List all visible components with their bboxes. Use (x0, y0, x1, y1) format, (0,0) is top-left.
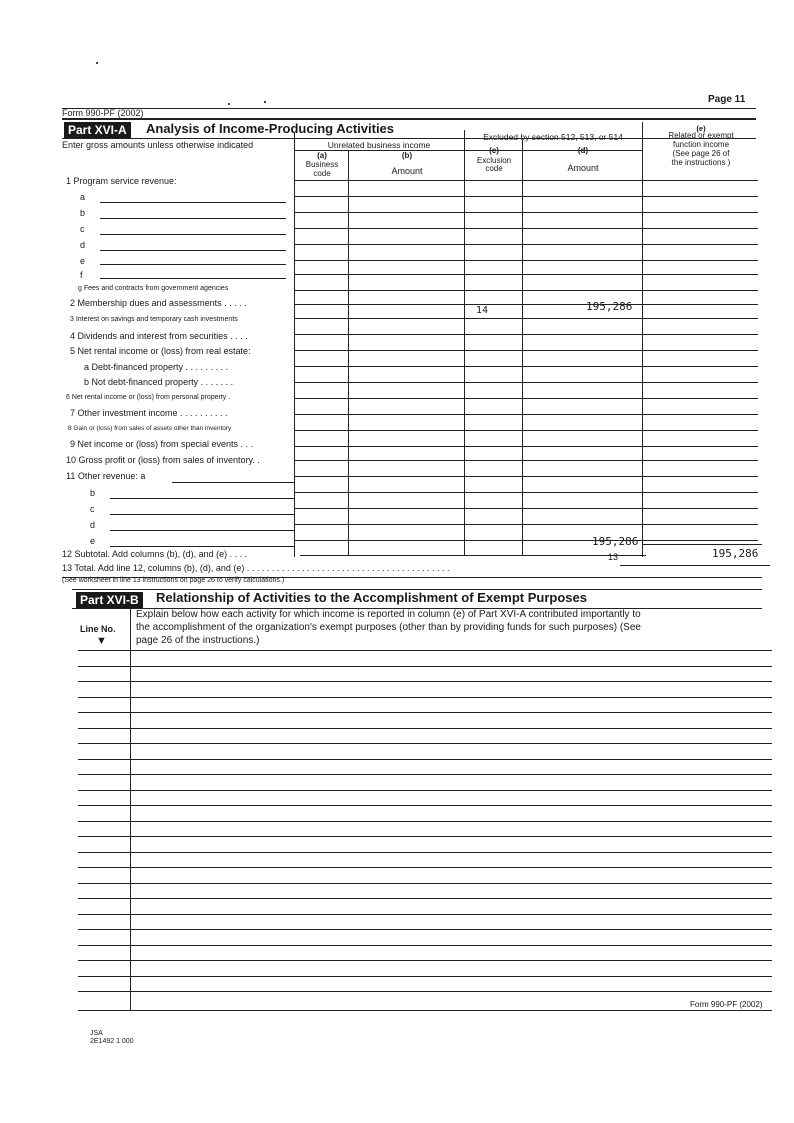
fill-line (100, 202, 286, 203)
row-line (294, 304, 758, 305)
row-line (294, 274, 758, 275)
part-xvib-title: Relationship of Activities to the Accomplishment of Exempt Purposes (156, 590, 587, 605)
line13-total: 195,286 (712, 547, 759, 560)
row-10-label: 10 Gross profit or (loss) from sales of inventory. . (66, 455, 260, 465)
col-e-letter: (e) (696, 124, 706, 133)
explanation-line (78, 790, 772, 791)
row-11b-letter: b (90, 488, 96, 498)
jsa-code: 2E1492 1 000 (90, 1038, 134, 1045)
col-e-label3: (See page 26 of (672, 149, 730, 158)
row-11d-letter: d (90, 520, 96, 530)
row-1g-label: g Fees and contracts from government agencies (78, 285, 229, 292)
row-line (294, 318, 758, 319)
row-6-label: 6 Net rental income or (loss) from personal property . (66, 394, 231, 401)
explanation-line (78, 1010, 772, 1011)
row-line (294, 366, 758, 367)
form-id: Form 990-PF (2002) (62, 108, 144, 118)
total-line (620, 565, 770, 566)
explanation-line (78, 898, 772, 899)
row-line (294, 398, 758, 399)
jsa-label: JSA (90, 1030, 103, 1037)
col-d-letter: (d) (577, 146, 589, 155)
subtotal-line (642, 544, 762, 545)
fill-line (110, 514, 294, 515)
explanation-line (78, 821, 772, 822)
down-arrow-icon: ▼ (96, 635, 107, 647)
explanation-line (78, 836, 772, 837)
row-line (294, 414, 758, 415)
col-c-label2: code (485, 164, 503, 173)
row-5a-label: a Debt-financed property . . . . . . . . . (84, 362, 229, 372)
subtotal-line (300, 555, 646, 556)
explanation-line (78, 650, 772, 651)
col-e-label1: Related or exempt (668, 131, 734, 140)
scan-speck (96, 62, 98, 64)
col-a-label1: Business (305, 160, 339, 169)
excluded-group-header: Excluded by section 512, 513, or 514 (483, 132, 623, 142)
col-divider (348, 150, 349, 555)
row-line (294, 524, 758, 525)
page-number: Page 11 (708, 94, 746, 105)
row-7-label: 7 Other investment income . . . . . . . . . . (70, 408, 228, 418)
row-11-label: 11 Other revenue: a (66, 471, 146, 481)
row-line (294, 540, 758, 541)
explanation-line (78, 883, 772, 884)
xvib-instructions-2: the accomplishment of the organization's exempt purposes (other than by providing funds for such purposes) (See (136, 622, 641, 633)
part-xvia-badge: Part XVI-A (64, 122, 131, 138)
row-4-label: 4 Dividends and interest from securities . . . . (70, 331, 248, 341)
row-1-label: 1 Program service revenue: (66, 176, 177, 186)
col-a-label2: code (313, 169, 331, 178)
fill-line (100, 278, 286, 279)
row-line (294, 382, 758, 383)
row-line (294, 244, 758, 245)
part-xvib-badge: Part XVI-B (76, 592, 143, 608)
row-line (294, 228, 758, 229)
worksheet-note: (See worksheet in line 13 instructions on page 26 to verify calculations.) (62, 577, 285, 584)
row-3-label: 3 Interest on savings and temporary cash investments (70, 316, 238, 323)
instruction-text: Enter gross amounts unless otherwise indicated (62, 140, 254, 150)
part-xvia-title: Analysis of Income-Producing Activities (146, 121, 395, 136)
explanation-line (78, 728, 772, 729)
line-no-divider (130, 608, 131, 1010)
row-11e-letter: e (90, 536, 96, 546)
row-9-label: 9 Net income or (loss) from special events . . . (70, 439, 254, 449)
explanation-line (78, 712, 772, 713)
col-e-label4: the instructions ) (671, 158, 731, 167)
xvib-instructions-1: Explain below how each activity for which income is reported in column (e) of Part XVI-A contributed importantly to (136, 609, 641, 620)
row-line (294, 196, 758, 197)
explanation-line (78, 991, 772, 992)
row-5-label: 5 Net rental income or (loss) from real estate: (70, 346, 251, 356)
row-1b-letter: b (80, 208, 86, 218)
scan-speck (228, 103, 230, 105)
row-line (294, 476, 758, 477)
row-1a-letter: a (80, 192, 86, 202)
fill-line (100, 218, 286, 219)
row-11c-letter: c (90, 504, 95, 514)
col-d-label: Amount (567, 163, 599, 173)
col-a-letter: (a) (317, 151, 327, 160)
explanation-line (78, 743, 772, 744)
row-line (294, 290, 758, 291)
fill-line (100, 250, 286, 251)
col-b-label: Amount (391, 166, 423, 176)
col-b-letter: (b) (401, 151, 413, 160)
fill-line (110, 546, 294, 547)
row-12-label: 12 Subtotal. Add columns (b), (d), and (e) . . . . (62, 549, 248, 559)
col-c-letter: (c) (489, 146, 499, 155)
scan-speck (264, 101, 266, 103)
row-5b-label: b Not debt-financed property . . . . . . . (84, 377, 234, 387)
row-line (294, 430, 758, 431)
row-line (294, 212, 758, 213)
explanation-line (78, 945, 772, 946)
explanation-line (78, 852, 772, 853)
explanation-line (78, 697, 772, 698)
explanation-line (78, 914, 772, 915)
row-line (294, 350, 758, 351)
unrelated-group-header: Unrelated business income (327, 140, 431, 150)
row-13-label: 13 Total. Add line 12, columns (b), (d), and (e) . . . . . . . . . . . . . . . . . . . . . . . . . . . . . . . . . . . . . . . . . (62, 563, 450, 573)
row-line (294, 508, 758, 509)
explanation-line (78, 666, 772, 667)
xvib-instructions-3: page 26 of the instructions.) (136, 635, 260, 646)
explanation-line (78, 976, 772, 977)
row-1e-letter: e (80, 256, 86, 266)
row-1d-letter: d (80, 240, 86, 250)
row-2-label: 2 Membership dues and assessments . . . . . (70, 298, 247, 308)
explanation-line (78, 929, 772, 930)
row-line (294, 260, 758, 261)
fill-line (100, 234, 286, 235)
explanation-line (78, 960, 772, 961)
explanation-line (78, 867, 772, 868)
row-line (294, 446, 758, 447)
fill-line (110, 498, 294, 499)
row-13-number: 13 (608, 552, 619, 562)
line12-amount-d: 195,286 (592, 535, 639, 548)
col-e-label2: function income (672, 140, 730, 149)
fill-line (100, 264, 286, 265)
explanation-line (78, 774, 772, 775)
explanation-line (78, 681, 772, 682)
row-8-label: 8 Gain or (loss) from sales of assets other than inventory (68, 425, 232, 432)
col-c-label1: Exclusion (476, 156, 512, 165)
row-line (294, 492, 758, 493)
row-1c-letter: c (80, 224, 85, 234)
explanation-line (78, 805, 772, 806)
row-line (294, 460, 758, 461)
row-line (294, 334, 758, 335)
explanation-line (78, 759, 772, 760)
footer-form-name: Form 990-PF (2002) (690, 1000, 763, 1009)
line3-exclusion-code: 14 (476, 305, 489, 316)
header-bottom-line (294, 180, 758, 181)
row-1f-letter: f (80, 270, 83, 280)
line3-amount-d: 195,286 (586, 300, 633, 313)
fill-line (110, 530, 294, 531)
fill-line (172, 482, 294, 483)
line-no-label: Line No. (80, 624, 116, 634)
